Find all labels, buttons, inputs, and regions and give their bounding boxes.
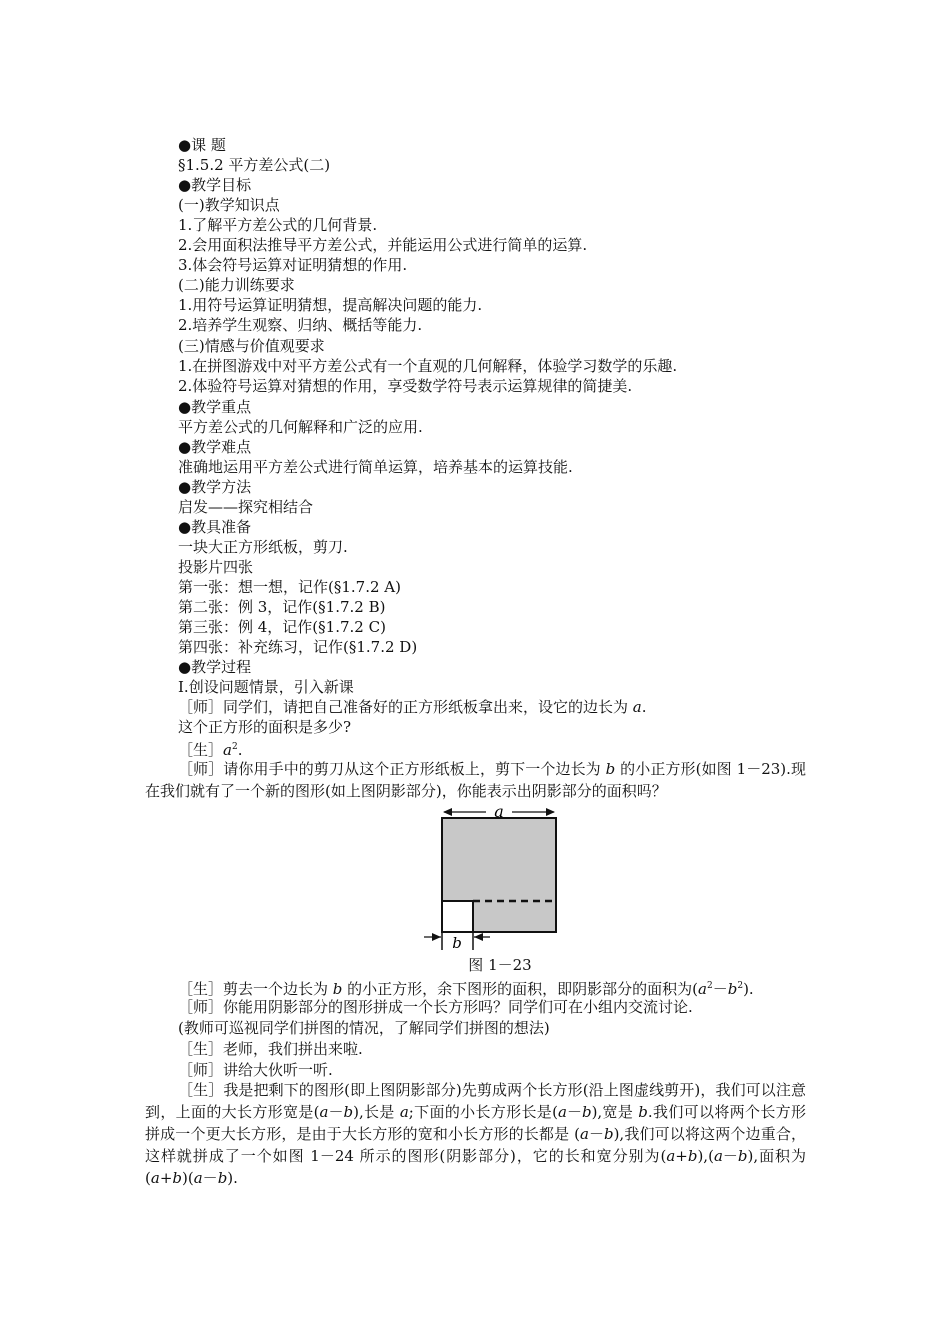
goals-sub-3: (三)情感与价值观要求 [178, 337, 325, 355]
arrow-head-icon [443, 808, 452, 816]
section-process: ●教学过程 [178, 658, 252, 676]
arrow-head-icon [474, 933, 483, 941]
key-points-text: 平方差公式的几何解释和广泛的应用. [178, 418, 423, 436]
lesson-title: §1.5.2 平方差公式(二) [178, 156, 331, 174]
goal-item: 2.体验符号运算对猜想的作用，享受数学符号表示运算规律的简捷美. [178, 377, 633, 395]
goals-sub-1: (一)教学知识点 [178, 196, 280, 214]
goal-item: 2.培养学生观察、归纳、概括等能力. [178, 316, 423, 334]
slide-item: 第三张：例 4，记作(§1.7.2 C) [178, 618, 386, 636]
section-key-points: ●教学重点 [178, 398, 252, 416]
section-method: ●教学方法 [178, 478, 252, 496]
dialogue-line: ［生］老师，我们拼出来啦. [178, 1040, 363, 1058]
dialogue-line: ［生$]a^2$. [178, 741, 243, 759]
goal-item: 2.会用面积法推导平方差公式，并能运用公式进行简单的运算. [178, 236, 588, 254]
slide-item: 第二张：例 3，记作(§1.7.2 B) [178, 598, 386, 616]
process-step-1: Ⅰ.创设问题情景，引入新课 [178, 678, 354, 696]
tools-text: 一块大正方形纸板，剪刀. [178, 538, 348, 556]
label-b: b [452, 934, 462, 952]
cut-small-square [442, 901, 473, 932]
section-difficulty: ●教学难点 [178, 438, 252, 456]
figure-caption: 图 1－23 [468, 956, 532, 974]
dialogue-line: ［师］你能用阴影部分的图形拼成一个长方形吗？同学们可在小组内交流讨论. [178, 998, 693, 1016]
arrow-head-icon [432, 933, 441, 941]
slide-item: 第一张：想一想，记作(§1.7.2 A) [178, 578, 401, 596]
dialogue-note: (教师可巡视同学们拼图的情况，了解同学们拼图的想法) [178, 1019, 550, 1037]
goals-sub-2: (二)能力训练要求 [178, 276, 295, 294]
dialogue-line: 这个正方形的面积是多少? [178, 718, 352, 736]
dialogue-line: ［师］同学们，请把自己准备好的正方形纸板拿出来，设它的边长为 a. [178, 698, 647, 716]
slides-heading: 投影片四张 [178, 558, 254, 576]
goal-item: 1.了解平方差公式的几何背景. [178, 216, 378, 234]
dialogue-line: ［生］剪去一个边长为 b 的小正方形，余下图形的面积，即阴影部分的面积为$(a^2-b^2)$. [178, 980, 754, 998]
section-tools: ●教具准备 [178, 518, 252, 536]
slide-item: 第四张：补充练习，记作(§1.7.2 D) [178, 638, 418, 656]
goal-item: 1.用符号运算证明猜想，提高解决问题的能力. [178, 296, 483, 314]
difficulty-text: 准确地运用平方差公式进行简单运算，培养基本的运算技能. [178, 458, 573, 476]
dialogue-paragraph: ［师］请你用手中的剪刀从这个正方形纸板上，剪下一个边长为 b 的小正方形(如图 1－23).现在我们就有了一个新的图形(如上图阴影部分)，你能表示出阴影部分的面积吗？ [145, 760, 806, 800]
label-a: a [494, 802, 504, 821]
arrow-head-icon [546, 808, 555, 816]
method-text: 启发——探究相结合 [178, 498, 314, 516]
section-goals: ●教学目标 [178, 176, 252, 194]
figure-1-23 [420, 800, 580, 952]
section-lesson-title: ●课 题 [178, 136, 226, 154]
goal-item: 1.在拼图游戏中对平方差公式有一个直观的几何解释，体验学习数学的乐趣. [178, 357, 678, 375]
goal-item: 3.体会符号运算对证明猜想的作用. [178, 256, 408, 274]
dialogue-line: ［师］讲给大伙听一听. [178, 1061, 333, 1079]
dialogue-paragraph: ［生］我是把剩下的图形(即上图阴影部分)先剪成两个长方形(沿上图虚线剪开)，我们可以注意到，上面的大长方形宽是(a－b),长是 a;下面的小长方形长是(a－b),宽是 b.我们可以将两个长方形拼成一个更大长方形，是由于大长方形的宽和小长方形的长都是 (a－b),我们可以将这两个边重合，这样就拼成了一个如图 1－24 所示的图形(阴影部分)，它的长和宽分别为(a+b),(a－b),面积为(a+b)(a－b). [145, 1081, 807, 1187]
